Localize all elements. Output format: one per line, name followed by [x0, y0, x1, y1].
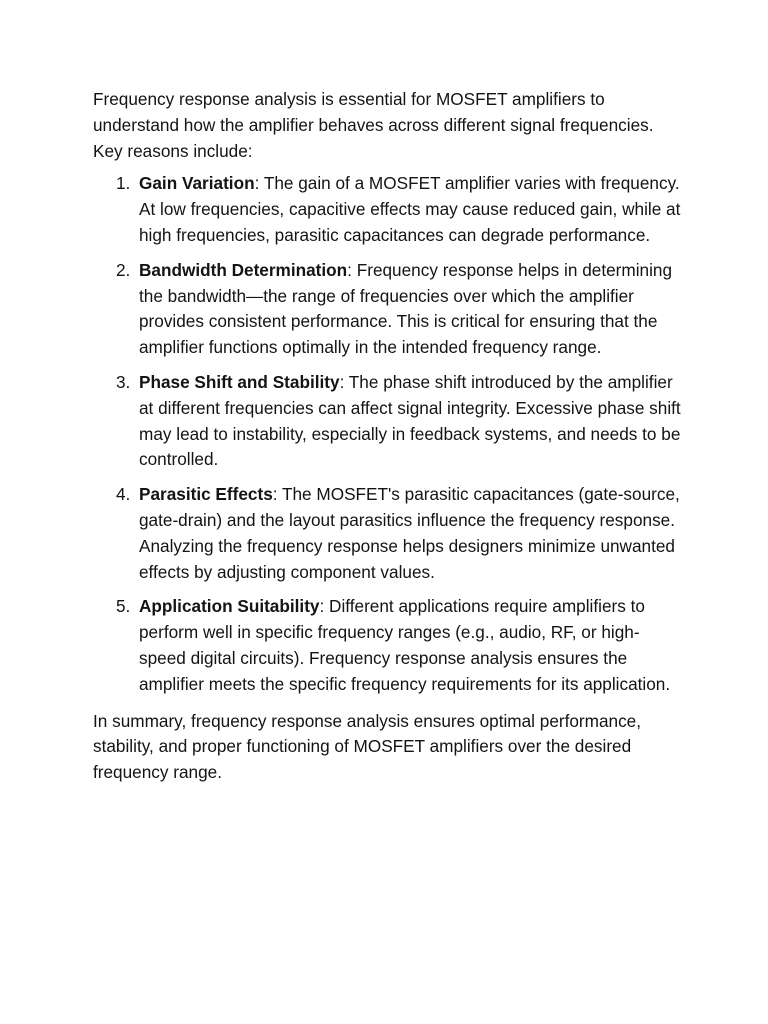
reasons-list: [93, 171, 683, 697]
reason-text: : Different applications require amplifiers to perform well in specific frequency ranges (e.g., audio, RF, or high-speed digital circuits). Frequency response analysis ensures the amplifier meets the specific frequency requirements for its application.: [139, 596, 671, 694]
intro-paragraph: Frequency response analysis is essential for MOSFET amplifiers to understand how the amplifier behaves across different signal frequencies. Key reasons include:: [93, 89, 654, 161]
reason-number: 5.: [116, 596, 131, 617]
reason-term: Bandwidth Determination: [139, 259, 348, 280]
reason-text: : Frequency response helps in determining the bandwidth—the range of frequencies over which the amplifier provides consistent performance. This is critical for ensuring that the amplifier functions optimally in the intended frequency range.: [139, 259, 673, 358]
reason-text: : The gain of a MOSFET amplifier varies with frequency. At low frequencies, capacitive effects may cause reduced gain, while at high frequencies, parasitic capacitances can degrade performance.: [139, 173, 681, 245]
reason-term: Gain Variation: [139, 173, 255, 194]
reason-number: 2.: [116, 259, 131, 280]
reason-term: Phase Shift and Stability: [139, 371, 340, 392]
reason-text: : The phase shift introduced by the amplifier at different frequencies can affect signal integrity. Excessive phase shift may lead to instability, especially in feedback systems, and needs to be controlled.: [139, 371, 681, 470]
reason-item-application-suitability: [93, 594, 683, 697]
reason-number: 3.: [116, 371, 131, 392]
summary-paragraph: In summary, frequency response analysis ensures optimal performance, stability, and proper functioning of MOSFET amplifiers over the desired frequency range.: [93, 710, 642, 783]
reason-item-gain-variation: [93, 171, 683, 248]
reason-item-phase-shift-stability: [93, 370, 683, 473]
reason-number: 4.: [116, 484, 131, 505]
reason-term: Application Suitability: [139, 596, 320, 617]
reason-text: : The MOSFET's parasitic capacitances (gate-source, gate-drain) and the layout parasitics influence the frequency response. Analyzing the frequency response helps designers minimize unwanted effects by adjusting component values.: [139, 484, 680, 582]
reason-item-parasitic-effects: [93, 482, 683, 585]
reason-term: Parasitic Effects: [139, 484, 273, 505]
document-page: [93, 87, 683, 786]
reason-item-bandwidth-determination: [93, 258, 683, 361]
reason-number: 1.: [116, 173, 131, 194]
